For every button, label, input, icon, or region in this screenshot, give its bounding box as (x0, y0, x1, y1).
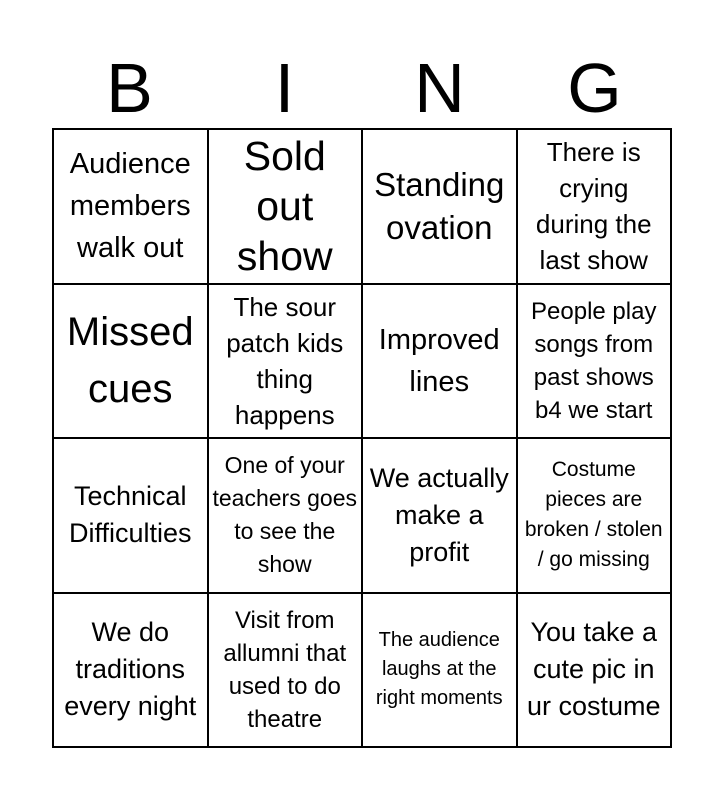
bingo-header (52, 48, 672, 128)
bingo-cell[interactable] (208, 593, 363, 748)
cell-text: People play songs from past shows b4 we start (531, 297, 657, 424)
cell-text: You take a cute pic in ur costume (526, 617, 661, 722)
cell-text: Visit from allumni that used to do theatre (223, 606, 347, 733)
cell-text: The audience laughs at the right moments (375, 629, 503, 710)
bingo-cell[interactable] (362, 593, 517, 748)
bingo-cell[interactable] (362, 129, 517, 284)
cell-text: Missed cues (66, 309, 194, 411)
cell-text: There is crying during the last show (535, 137, 652, 276)
bingo-cell[interactable] (208, 438, 363, 593)
header-letter-n: N (414, 49, 465, 127)
bingo-cell[interactable] (362, 438, 517, 593)
cell-text: We do traditions every night (64, 617, 197, 722)
cell-text: Improved lines (378, 323, 500, 398)
bingo-cell[interactable] (53, 593, 208, 748)
cell-text: The sour patch kids thing happens (226, 291, 344, 430)
bingo-cell[interactable] (53, 438, 208, 593)
cell-text: We actually make a profit (369, 462, 509, 567)
bingo-cell[interactable] (517, 593, 672, 748)
header-letter-i: I (274, 49, 295, 127)
cell-text: One of your teachers goes to see the show (212, 452, 357, 578)
bingo-cell[interactable] (517, 438, 672, 593)
bingo-cell[interactable] (53, 129, 208, 284)
bingo-board (52, 128, 672, 748)
cell-text: Costume pieces are broken / stolen / go missing (524, 458, 663, 572)
cell-text: Standing ovation (374, 166, 505, 247)
header-letter-b: B (106, 49, 153, 127)
header-letter-g: G (567, 49, 622, 127)
cell-text: Audience members walk out (69, 148, 191, 265)
cell-text: Technical Difficulties (68, 481, 192, 549)
bingo-cell[interactable] (517, 284, 672, 439)
bingo-cell[interactable] (53, 284, 208, 439)
bingo-cell[interactable] (517, 129, 672, 284)
cell-text: Sold out show (236, 133, 333, 280)
bingo-cell[interactable] (362, 284, 517, 439)
bingo-cell[interactable] (208, 129, 363, 284)
bingo-cell[interactable] (208, 284, 363, 439)
